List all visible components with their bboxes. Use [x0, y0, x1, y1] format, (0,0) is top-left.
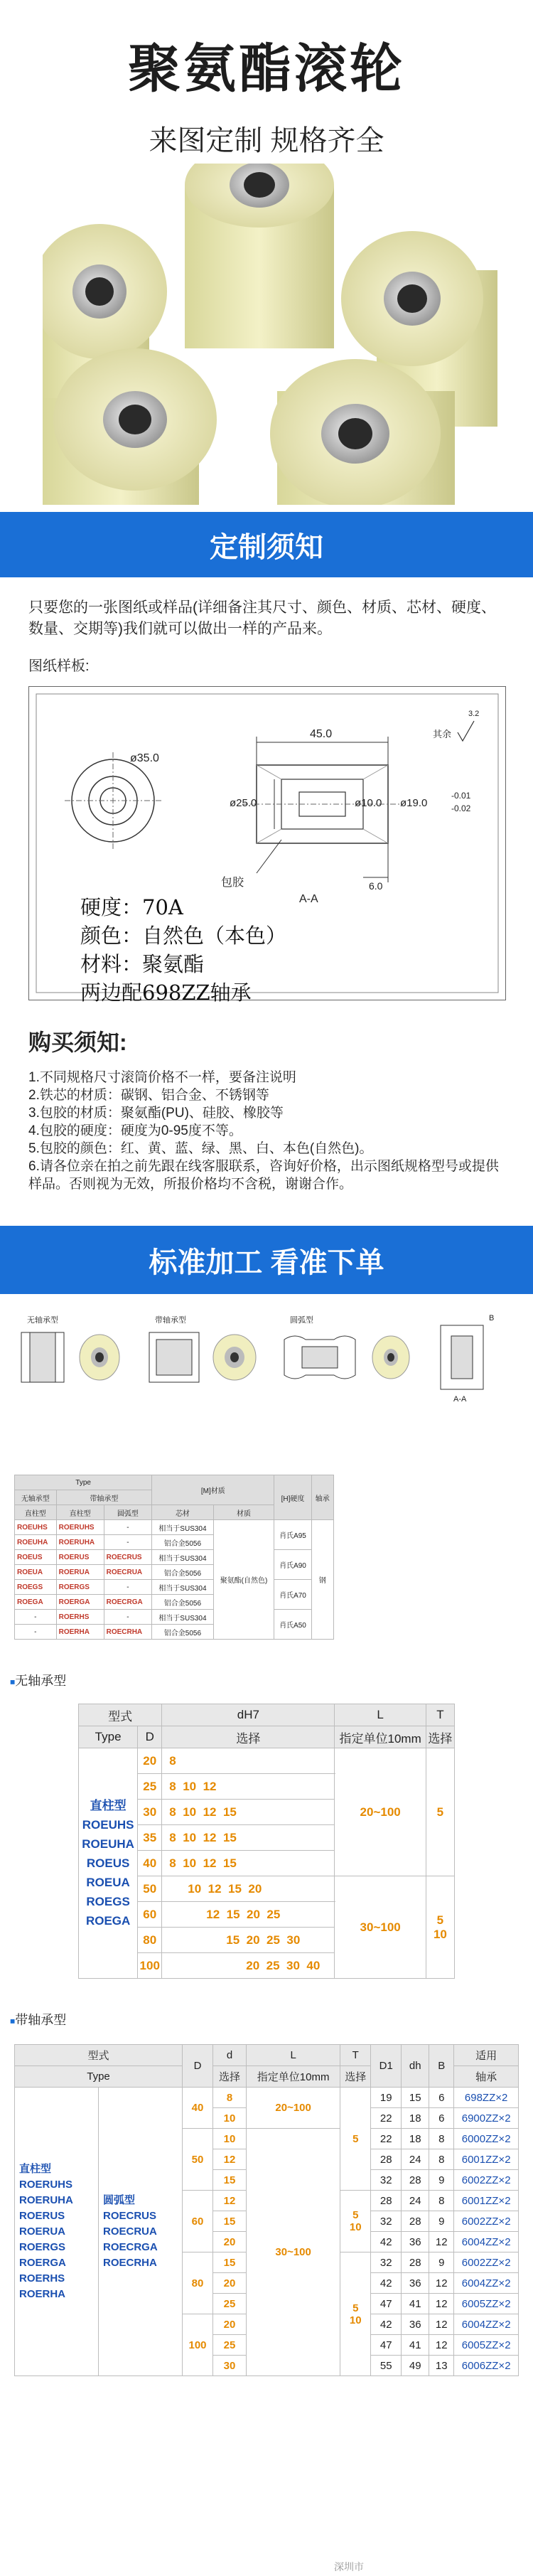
hero-subtitle: 来图定制 规格齐全: [149, 125, 384, 156]
mt-header-m: [M]材质: [152, 1475, 274, 1505]
t1-d-value: 10: [183, 1830, 197, 1844]
t1-dsel: [162, 1851, 335, 1876]
mt-cell: 相当于SUS304: [152, 1550, 213, 1565]
t2-bearing: 6005ZZ×2: [454, 2294, 519, 2314]
t1-type: ROEUHS: [82, 1818, 134, 1832]
t2-header-d1: D1: [371, 2045, 402, 2088]
mt-cell: ROEUHA: [15, 1535, 57, 1550]
t2-b: 12: [429, 2335, 454, 2356]
t1-l1: 20~100: [335, 1748, 426, 1876]
t2-dh: 15: [402, 2088, 429, 2108]
t2-header-dh: dh: [402, 2045, 429, 2088]
standard-banner: 标准加工 看准下单: [0, 1226, 533, 1294]
t1-dsel: [162, 1876, 335, 1902]
t2-dsel: 10: [213, 2108, 247, 2129]
t1-d-value: 30: [286, 1958, 300, 1972]
spec-hardness: 硬度：70A: [80, 895, 183, 919]
t1-dsel: [162, 1774, 335, 1800]
note-item: 4.包胶的硬度：硬度为0-95度不等。: [28, 1123, 242, 1138]
buy-notice-title: 购买须知:: [28, 1030, 127, 1055]
t2-dh: 49: [402, 2356, 429, 2376]
spec-lines: [80, 893, 286, 1007]
t2-dh: 24: [402, 2191, 429, 2211]
t1-type-cell: [79, 1748, 138, 1979]
mt-axle: 钢: [311, 1520, 333, 1640]
note-item: 3.包胶的材质：聚氨酯(PU)、硅胶、橡胶等: [28, 1106, 284, 1121]
t2-d: 60: [183, 2191, 213, 2252]
diagram-label-no-bearing: 无轴承型: [27, 1316, 58, 1325]
t1-l2: 30~100: [335, 1876, 426, 1979]
mt-cell: ROEGA: [15, 1595, 57, 1610]
mt-sub: 直柱型: [15, 1505, 57, 1520]
t2-type: ROERUA: [19, 2225, 66, 2238]
t1-d-value: 12: [203, 1805, 217, 1819]
t1-d-value: 20: [247, 1907, 260, 1921]
t2-d1: 55: [371, 2356, 402, 2376]
t2-dsel: 30: [213, 2356, 247, 2376]
dim-phi19: ø19.0: [400, 797, 428, 809]
t2-types-right: [99, 2088, 183, 2376]
t1-d-value: 12: [208, 1881, 222, 1896]
t2-b: 6: [429, 2088, 454, 2108]
hero-title: 聚氨酯滚轮: [128, 39, 405, 98]
custom-section: [0, 577, 533, 1193]
mt-cell: ROECRHA: [104, 1625, 152, 1640]
t2-b: 12: [429, 2232, 454, 2252]
material-table: [14, 1475, 334, 1640]
mt-cell: 相当于SUS304: [152, 1610, 213, 1625]
mt-cell: ROERHS: [56, 1610, 104, 1625]
t2-d1: 28: [371, 2191, 402, 2211]
t2-d: 50: [183, 2129, 213, 2191]
dim-phi25: ø25.0: [230, 797, 257, 809]
t2-type: ROECRHA: [103, 2256, 157, 2269]
t1-d: 40: [138, 1851, 162, 1876]
t1-d-value: 10: [183, 1805, 197, 1819]
note-item: 1.不同规格尺寸滚筒价格不一样，要备注说明: [28, 1070, 296, 1085]
t2-type: ROERGS: [19, 2240, 66, 2253]
t1-header-select: 选择: [162, 1726, 335, 1748]
mt-hardness: 肖氏A70: [274, 1580, 311, 1610]
t2-type: ROERUHS: [19, 2178, 73, 2191]
t2-dsel: 10: [213, 2129, 247, 2149]
t1-type: ROEUHA: [82, 1837, 134, 1851]
mt-cell: ROEUA: [15, 1565, 57, 1580]
mt-cell: ROEGS: [15, 1580, 57, 1595]
t2-bearing: 6004ZZ×2: [454, 2273, 519, 2294]
t2-header-axle2: 轴承: [454, 2066, 519, 2088]
mt-cell: -: [15, 1610, 57, 1625]
t1-d-value: 12: [203, 1856, 217, 1870]
t1-header-l-sub: 指定单位10mm: [335, 1726, 426, 1748]
mt-cell: 铝合金5056: [152, 1565, 213, 1580]
t2-b: 9: [429, 2252, 454, 2273]
t1-t2a: 5: [436, 1913, 444, 1927]
with-bearing-table: [14, 2044, 519, 2376]
t2-type: ROECRUA: [103, 2225, 157, 2238]
t2-d1: 22: [371, 2129, 402, 2149]
buy-notice-list: [28, 1069, 505, 1193]
t2-header-dsel: d: [213, 2045, 247, 2066]
t1-d: 35: [138, 1825, 162, 1851]
t1-dsel: [162, 1928, 335, 1953]
t1-d-value: 40: [306, 1958, 321, 1972]
diagram-label-section: A-A: [453, 1395, 467, 1404]
t2-bearing: 6002ZZ×2: [454, 2211, 519, 2232]
t2-bearing: 6002ZZ×2: [454, 2252, 519, 2273]
t2-dh: 28: [402, 2170, 429, 2191]
t2-header-t-sub: 选择: [340, 2066, 371, 2088]
t2-b: 9: [429, 2170, 454, 2191]
t2-bearing: 6002ZZ×2: [454, 2170, 519, 2191]
t2-d1: 32: [371, 2170, 402, 2191]
mt-cell: ROERUA: [56, 1565, 104, 1580]
t2-d1: 47: [371, 2294, 402, 2314]
t2-dsel: 12: [213, 2149, 247, 2170]
t1-d: 60: [138, 1902, 162, 1928]
t1-d-value: 20: [248, 1881, 262, 1896]
t2-b: 12: [429, 2273, 454, 2294]
mt-cell: -: [104, 1520, 152, 1535]
mt-cell: ROECRGA: [104, 1595, 152, 1610]
t1-d: 25: [138, 1774, 162, 1800]
intro-text: 只要您的一张图纸或样品(详细备注其尺寸、颜色、材质、芯材、硬度、数量、交期等)我们就可以做出一样的产品来。: [28, 599, 496, 637]
t2-type: 圆弧型: [103, 2193, 136, 2206]
watermark: 深圳市: [334, 2561, 364, 2572]
t2-d1: 28: [371, 2149, 402, 2170]
t2-d1: 32: [371, 2252, 402, 2273]
t2-bearing: 6004ZZ×2: [454, 2232, 519, 2252]
t1-d-value: 15: [222, 1805, 237, 1819]
note-item: 6.请各位亲在拍之前先跟在线客服联系，咨询好价格，出示图纸规格型号或提供样品。否则视为无效，所报价格均不含税，谢谢合作。: [28, 1159, 499, 1192]
t2-d1: 22: [371, 2108, 402, 2129]
t2-bearing: 6900ZZ×2: [454, 2108, 519, 2129]
mt-cell: ROERUHS: [56, 1520, 104, 1535]
mt-cell: -: [104, 1535, 152, 1550]
t2-dh: 18: [402, 2129, 429, 2149]
t2-dsel: 20: [213, 2314, 247, 2335]
t2-dh: 36: [402, 2273, 429, 2294]
t1-dsel: [162, 1902, 335, 1928]
t1-dsel: [162, 1825, 335, 1851]
diagram-label-arc: 圆弧型: [290, 1316, 313, 1325]
spec-material: 材料：聚氨酯: [80, 952, 205, 976]
t1-d: 20: [138, 1748, 162, 1774]
custom-notice-banner: 定制须知: [0, 512, 533, 577]
t1-d-value: 10: [183, 1856, 197, 1870]
t2-header-type: 型式: [15, 2045, 183, 2066]
t1-d-value: 10: [188, 1881, 202, 1896]
t1-type: ROEGA: [85, 1914, 131, 1928]
t2-bearing: 6000ZZ×2: [454, 2129, 519, 2149]
t2-dsel: 15: [213, 2170, 247, 2191]
t1-d: 100: [138, 1953, 162, 1979]
t2-header-b: B: [429, 2045, 454, 2088]
t2-type: 直柱型: [19, 2162, 52, 2175]
t2-bearing: 698ZZ×2: [454, 2088, 519, 2108]
t2-t2b: 10: [349, 2221, 362, 2233]
t2-dsel: 12: [213, 2191, 247, 2211]
t2-d1: 19: [371, 2088, 402, 2108]
t2-b: 8: [429, 2129, 454, 2149]
t1-d: 50: [138, 1876, 162, 1902]
mt-cell: ROERGS: [56, 1580, 104, 1595]
t1-d-value: 12: [203, 1779, 217, 1793]
t2-b: 12: [429, 2314, 454, 2335]
dim-phi10: ø10.0: [355, 797, 382, 809]
t2-d: 80: [183, 2252, 213, 2314]
t1-d-value: 15: [222, 1856, 237, 1870]
note-item: 2.铁芯的材质：碳钢、铝合金、不锈钢等: [28, 1088, 269, 1103]
mt-cell: 相当于SUS304: [152, 1520, 213, 1535]
t1-d-value: 12: [203, 1830, 217, 1844]
t1-d-value: 20: [246, 1933, 260, 1947]
mt-material: 聚氨酯(自然色): [213, 1520, 274, 1640]
mt-cell: ROERHA: [56, 1625, 104, 1640]
t1-header-type-en: Type: [79, 1726, 138, 1748]
mt-header-axle: 轴承: [311, 1475, 333, 1520]
mt-sub: 无轴承型: [15, 1490, 57, 1505]
t2-dh: 36: [402, 2314, 429, 2335]
t1-d-value: 15: [222, 1830, 237, 1844]
t2-bearing: 6005ZZ×2: [454, 2335, 519, 2356]
mt-cell: ROECRUA: [104, 1565, 152, 1580]
bullet-icon: ■: [10, 2016, 16, 2026]
t1-header-d: D: [138, 1726, 162, 1748]
mt-cell: 相当于SUS304: [152, 1580, 213, 1595]
t1-d: 80: [138, 1928, 162, 1953]
mt-cell: -: [15, 1625, 57, 1640]
t1-t2b: 10: [433, 1927, 447, 1941]
t1-d-value: 25: [266, 1933, 280, 1947]
t1-type: ROEUS: [86, 1856, 130, 1870]
t2-b: 8: [429, 2149, 454, 2170]
t2-l2: 30~100: [247, 2129, 340, 2376]
t1-d-value: 8: [169, 1753, 176, 1768]
dim-6: 6.0: [369, 880, 383, 892]
t2-d1: 42: [371, 2314, 402, 2335]
roughness-label: 其余: [433, 729, 452, 739]
t2-t3b: 10: [349, 2314, 362, 2326]
mt-cell: ROERUHA: [56, 1535, 104, 1550]
t2-type: ROERHA: [19, 2287, 66, 2300]
t2-dsel: 15: [213, 2252, 247, 2273]
t1-d-value: 8: [169, 1830, 176, 1844]
product-photo: [43, 164, 497, 505]
t1-header-l: L: [335, 1704, 426, 1726]
mt-cell: ROECRUS: [104, 1550, 152, 1565]
note-item: 5.包胶的颜色：红、黄、蓝、绿、黑、白、本色(自然色)。: [28, 1141, 373, 1156]
t2-t3: [340, 2252, 371, 2376]
t2-dh: 36: [402, 2232, 429, 2252]
diagram-label-bearing: 带轴承型: [155, 1316, 186, 1325]
mt-sub: 圆弧型: [104, 1505, 152, 1520]
t2-dsel: 25: [213, 2335, 247, 2356]
t2-type: ROERUS: [19, 2209, 65, 2222]
t1-d-value: 10: [183, 1779, 197, 1793]
type-diagrams: [14, 1311, 519, 1475]
t2-types-left: [15, 2088, 99, 2376]
t2-b: 13: [429, 2356, 454, 2376]
mt-sub: 芯材: [152, 1505, 213, 1520]
t2-bearing: 6001ZZ×2: [454, 2191, 519, 2211]
t2-type: ROERGA: [19, 2256, 66, 2269]
t2-dsel: 15: [213, 2211, 247, 2232]
t2-d: 100: [183, 2314, 213, 2376]
mt-header-h: [H]硬度: [274, 1475, 311, 1520]
t1-d-value: 15: [228, 1881, 242, 1896]
t2-type: ROERHS: [19, 2272, 65, 2284]
wrap-label: 包胶: [221, 877, 244, 889]
no-bearing-title-text: 无轴承型: [15, 1674, 67, 1688]
t1-t2: [426, 1876, 454, 1979]
t1-d-value: 15: [226, 1933, 240, 1947]
t1-d-value: 30: [286, 1933, 301, 1947]
dim-45: 45.0: [310, 728, 333, 740]
bullet-icon: ■: [10, 1677, 16, 1687]
t2-header-type-en: Type: [15, 2066, 183, 2088]
t1-type: 直柱型: [90, 1799, 126, 1812]
dim-phi35: ø35.0: [130, 752, 159, 764]
t1-dsel: [162, 1800, 335, 1825]
t2-dh: 24: [402, 2149, 429, 2170]
mt-cell: ROEUHS: [15, 1520, 57, 1535]
t2-b: 6: [429, 2108, 454, 2129]
t2-t2: [340, 2191, 371, 2252]
hero-section: [0, 0, 533, 512]
mt-cell: ROERUS: [56, 1550, 104, 1565]
mt-cell: -: [104, 1610, 152, 1625]
spec-color: 颜色：自然色（本色）: [80, 924, 287, 948]
t2-type: ROECRUS: [103, 2209, 157, 2222]
t2-d1: 47: [371, 2335, 402, 2356]
mt-cell: 铝合金5056: [152, 1535, 213, 1550]
mt-cell: 铝合金5056: [152, 1595, 213, 1610]
t1-d: 30: [138, 1800, 162, 1825]
t2-dsel: 25: [213, 2294, 247, 2314]
t2-dsel: 8: [213, 2088, 247, 2108]
with-bearing-title-text: 带轴承型: [15, 2013, 67, 2027]
t1-header-t: T: [426, 1704, 454, 1726]
t1-header-type: 型式: [79, 1704, 162, 1726]
t2-b: 8: [429, 2191, 454, 2211]
t2-d1: 42: [371, 2273, 402, 2294]
mt-hardness: 肖氏A90: [274, 1550, 311, 1580]
t1-t1: 5: [426, 1748, 454, 1876]
spec-bearing: 两边配698ZZ轴承: [80, 980, 252, 1005]
t2-l1: 20~100: [247, 2088, 340, 2129]
t2-d: 40: [183, 2088, 213, 2129]
t2-header-l-sub: 指定单位10mm: [247, 2066, 340, 2088]
mt-cell: 铝合金5056: [152, 1625, 213, 1640]
no-bearing-table: [78, 1704, 455, 1979]
t1-type: ROEGS: [86, 1895, 130, 1908]
t2-dh: 28: [402, 2211, 429, 2232]
t2-header-t: T: [340, 2045, 371, 2066]
t1-d-value: 25: [266, 1907, 281, 1921]
mt-cell: ROERGA: [56, 1595, 104, 1610]
t2-b: 12: [429, 2294, 454, 2314]
t1-d-value: 8: [169, 1805, 176, 1819]
t2-header-select: 选择: [213, 2066, 247, 2088]
t2-type: ROECRGA: [103, 2240, 158, 2253]
t2-header-axle: 适用: [454, 2045, 519, 2066]
t2-dh: 41: [402, 2335, 429, 2356]
mt-sub: 带轴承型: [56, 1490, 152, 1505]
t2-t1: 5: [340, 2088, 371, 2191]
t1-d-value: 15: [226, 1907, 240, 1921]
t1-header-t-sub: 选择: [426, 1726, 454, 1748]
with-bearing-title: [10, 2010, 533, 2029]
mt-sub: 直柱型: [56, 1505, 104, 1520]
mt-cell: ROEUS: [15, 1550, 57, 1565]
t2-t3a: 5: [352, 2302, 359, 2314]
t1-type: ROEUA: [86, 1876, 130, 1889]
t2-header-l: L: [247, 2045, 340, 2066]
t2-bearing: 6004ZZ×2: [454, 2314, 519, 2335]
t2-header-d: D: [183, 2045, 213, 2088]
tolerance-upper: -0.01: [451, 791, 471, 801]
t1-d-value: 12: [206, 1907, 220, 1921]
no-bearing-title: [10, 1671, 533, 1689]
t1-d-value: 25: [266, 1958, 280, 1972]
t2-bearing: 6006ZZ×2: [454, 2356, 519, 2376]
drawing-caption: 图纸样板:: [28, 658, 90, 674]
t1-header-dh7: dH7: [162, 1704, 335, 1726]
t2-dsel: 20: [213, 2273, 247, 2294]
mt-hardness: 肖氏A95: [274, 1520, 311, 1550]
t2-type: ROERUHA: [19, 2193, 73, 2206]
section-label: A-A: [299, 893, 318, 905]
t1-dsel: [162, 1748, 335, 1774]
t2-dh: 41: [402, 2294, 429, 2314]
t1-d-value: 20: [246, 1958, 260, 1972]
mt-sub: 材质: [213, 1505, 274, 1520]
mt-hardness: 肖氏A50: [274, 1610, 311, 1640]
roughness-value: 3.2: [468, 710, 480, 718]
t2-bearing: 6001ZZ×2: [454, 2149, 519, 2170]
t2-t2a: 5: [352, 2209, 359, 2221]
tolerance-lower: -0.02: [451, 803, 471, 813]
mt-header-type: Type: [15, 1475, 152, 1490]
t2-dh: 18: [402, 2108, 429, 2129]
t1-d-value: 8: [169, 1856, 176, 1870]
diagram-svg: [14, 1311, 519, 1475]
t1-d-value: 8: [169, 1779, 176, 1793]
t2-dsel: 20: [213, 2232, 247, 2252]
t2-b: 9: [429, 2211, 454, 2232]
technical-drawing: [28, 686, 506, 1005]
t2-d1: 32: [371, 2211, 402, 2232]
t2-d1: 42: [371, 2232, 402, 2252]
t1-dsel: [162, 1953, 335, 1979]
diagram-label-b: B: [489, 1314, 495, 1322]
mt-cell: -: [104, 1580, 152, 1595]
t2-dh: 28: [402, 2252, 429, 2273]
